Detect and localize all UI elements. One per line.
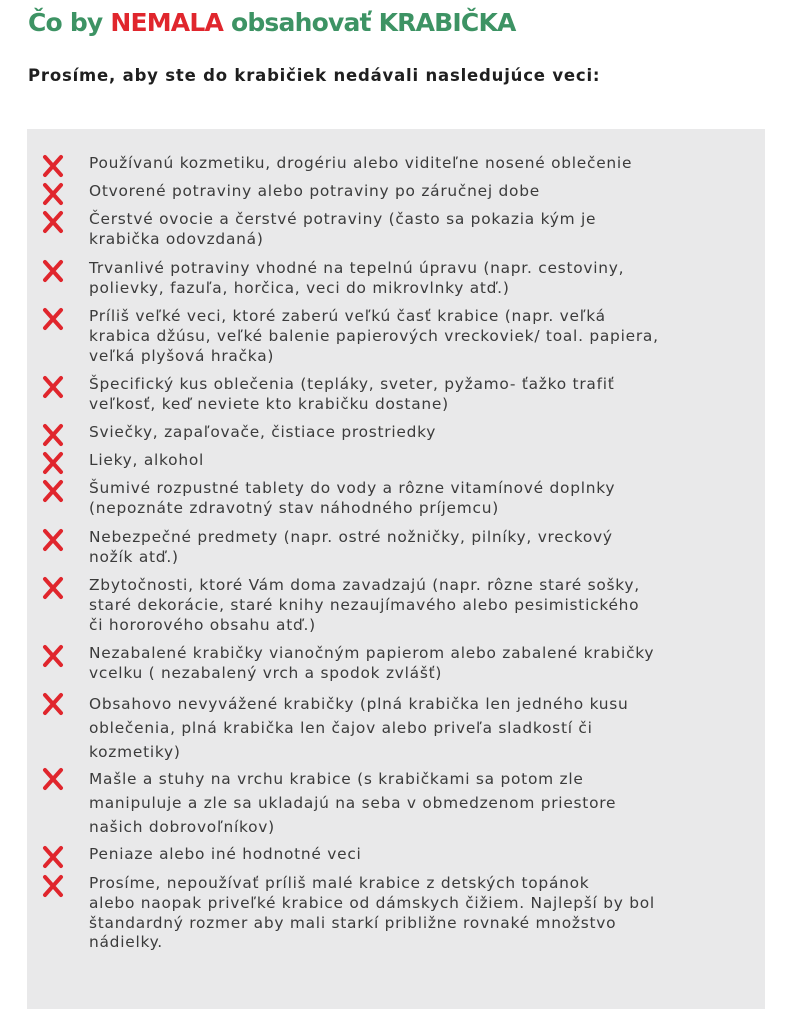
item-text: Otvorené potraviny alebo potraviny po záručnej dobe [89, 182, 540, 200]
red-x-icon [41, 528, 65, 552]
red-x-icon [41, 874, 65, 898]
red-x-icon [41, 479, 65, 503]
red-x-icon [41, 644, 65, 668]
red-x-icon [41, 375, 65, 399]
red-x-icon [41, 767, 65, 791]
red-x-icon [41, 576, 65, 600]
list-panel [27, 129, 765, 1009]
item-text: Nezabalené krabičky vianočným papierom alebo zabalené krabičky vcelku ( nezabalený vrch a spodok zvlášť) [89, 644, 655, 682]
item-text: Čerstvé ovocie a čerstvé potraviny (často sa pokazia kým je krabička odovzdaná) [89, 210, 597, 248]
title-part-2: NEMALA [110, 8, 224, 37]
red-x-icon [41, 182, 65, 206]
item-text: Nebezpečné predmety (napr. ostré nožničky, pilníky, vreckový nožík atď.) [89, 528, 613, 566]
item-text: Šumivé rozpustné tablety do vody a rôzne vitamínové doplnky (nepoznáte zdravotný stav náhodného príjemcu) [89, 479, 616, 517]
item-text: Sviečky, zapaľovače, čistiace prostriedky [89, 423, 437, 441]
item-text: Lieky, alkohol [89, 451, 205, 469]
title-part-1: Čo by [28, 8, 103, 37]
title-part-3: obsahovať KRABIČKA [230, 8, 516, 37]
item-text: Trvanlivé potraviny vhodné na tepelnú úpravu (napr. cestoviny, polievky, fazuľa, horčica, veci do mikrovlnky atď.) [89, 259, 625, 297]
red-x-icon [41, 154, 65, 178]
red-x-icon [41, 210, 65, 234]
item-text: Používanú kozmetiku, drogériu alebo viditeľne nosené oblečenie [89, 154, 633, 172]
red-x-icon [41, 259, 65, 283]
red-x-icon [41, 845, 65, 869]
item-text: Príliš veľké veci, ktoré zaberú veľkú časť krabice (napr. veľká krabica džúsu, veľké balenie papierových vreckoviek/ toal. papiera, veľká plyšová hračka) [89, 307, 659, 365]
item-text: Špecifický kus oblečenia (tepláky, sveter, pyžamo- ťažko trafiť veľkosť, keď neviete kto krabičku dostane) [89, 375, 615, 413]
item-text: Prosíme, nepoužívať príliš malé krabice z detských topánok alebo naopak priveľké krabice od dámskych čižiem. Najlepší by bol štandardný rozmer aby mali starkí približne rovnaké množstvo nádielky. [89, 874, 655, 952]
red-x-icon [41, 692, 65, 716]
red-x-icon [41, 451, 65, 475]
item-text: Obsahovo nevyvážené krabičky (plná krabička len jedného kusu oblečenia, plná krabička len čajov alebo priveľa sladkostí či kozmetiky) [89, 695, 629, 761]
item-text: Peniaze alebo iné hodnotné veci [89, 845, 362, 863]
item-text: Mašle a stuhy na vrchu krabice (s krabičkami sa potom zle manipuluje a zle sa ukladajú na seba v obmedzenom priestore našich dobrovoľníkov) [89, 770, 617, 836]
red-x-icon [41, 307, 65, 331]
red-x-icon [41, 423, 65, 447]
page-title [28, 8, 516, 37]
subtitle: Prosíme, aby ste do krabičiek nedávali nasledujúce veci: [28, 66, 601, 85]
item-text: Zbytočnosti, ktoré Vám doma zavadzajú (napr. rôzne staré sošky, staré dekorácie, staré knihy nezaujímavého alebo pesimistického či hororového obsahu atď.) [89, 576, 640, 634]
